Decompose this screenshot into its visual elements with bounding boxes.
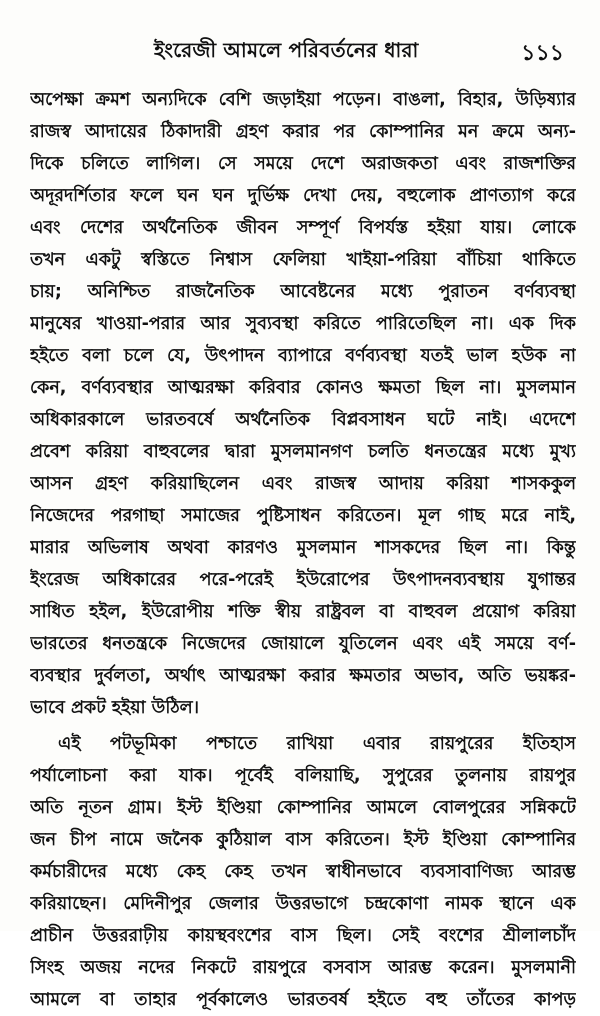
text-line: আসন গ্রহণ করিয়াছিলেন এবং রাজস্ব আদায় করিয়া শাসককুল <box>30 474 576 494</box>
text-line: এবং দেশের অর্থনৈতিক জীবন সম্পূর্ণ বিপর্যস্ত হইয়া যায়। লোকে <box>30 218 576 238</box>
text-line: অদূরদর্শিতার ফলে ঘন ঘন দুর্ভিক্ষ দেখা দেয়, বহুলোক প্রাণত্যাগ করে <box>30 186 576 206</box>
text-line: এই পটভূমিকা পশ্চাতে রাখিয়া এবার রায়পুরের ইতিহাস <box>58 734 576 754</box>
body-text <box>30 84 576 1016</box>
text-line: দিকে চলিতে লাগিল। সে সময়ে দেশে অরাজকতা এবং রাজশক্তির <box>30 154 576 174</box>
text-line: আমলে বা তাহার পূর্বকালেও ভারতবর্ষ হইতে বহু তাঁতের কাপড় <box>30 990 576 1010</box>
text-line: অপেক্ষা ক্রমশ অন্যদিকে বেশি জড়াইয়া পড়েন। বাঙলা, বিহার, উড়িষ্যার <box>30 90 576 110</box>
text-line: কেন, বর্ণব্যবস্থার আত্মরক্ষা করিবার কোনও ক্ষমতা ছিল না। মুসলমান <box>30 378 576 398</box>
text-line: ইংরেজ অধিকারের পরে-পরেই ইউরোপের উৎপাদনব্যবস্থায় যুগান্তর <box>30 570 576 590</box>
text-line: জন চীপ নামে জনৈক কুঠিয়াল বাস করিতেন। ইস্ট ইণ্ডিয়া কোম্পানির <box>30 830 576 850</box>
text-line: রাজস্ব আদায়ের ঠিকাদারী গ্রহণ করার পর কোম্পানির মন ক্রমে অন্য- <box>30 122 576 142</box>
text-line: কর্মচারীদের মধ্যে কেহ কেহ তখন স্বাধীনভাবে ব্যবসাবাণিজ্য আরম্ভ <box>30 862 576 882</box>
text-line: পর্যালোচনা করা যাক। পূর্বেই বলিয়াছি, সুপুরের তুলনায় রায়পুর <box>30 766 576 786</box>
running-title: ইংরেজী আমলে পরিবর্তনের ধারা <box>154 38 419 62</box>
text-line: ব্যবস্থার দুর্বলতা, অর্থাৎ আত্মরক্ষা করার ক্ষমতার অভাব, অতি ভয়ঙ্কর- <box>30 666 576 686</box>
text-line: প্রবেশ করিয়া বাহুবলের দ্বারা মুসলমানগণ চলতি ধনতন্ত্রের মধ্যে মুখ্য <box>30 442 576 462</box>
text-line: হইতে বলা চলে যে, উৎপাদন ব্যাপারে বর্ণব্যবস্থা যতই ভাল হউক না <box>30 346 576 366</box>
text-line: চায়; অনিশ্চিত রাজনৈতিক আবেষ্টনের মধ্যে পুরাতন বর্ণব্যবস্থা <box>30 282 576 302</box>
page-header <box>44 36 570 70</box>
text-line: করিয়াছেন। মেদিনীপুর জেলার উত্তরভাগে চন্দ্রকোণা নামক স্থানে এক <box>30 894 576 914</box>
paragraph-2 <box>30 728 576 1016</box>
text-line: সাধিত হইল, ইউরোপীয় শক্তি স্বীয় রাষ্ট্রবল বা বাহুবল প্রয়োগ করিয়া <box>30 602 576 622</box>
text-line: অধিকারকালে ভারতবর্ষে অর্থনৈতিক বিপ্লবসাধন ঘটে নাই। এদেশে <box>30 410 576 430</box>
text-line: ভারতের ধনতন্ত্রকে নিজেদের জোয়ালে যুতিলেন এবং এই সময়ে বর্ণ- <box>30 634 576 654</box>
text-line: নিজেদের পরগাছা সমাজের পুষ্টিসাধন করিতেন। মূল গাছ মরে নাই, <box>30 506 576 526</box>
text-line: মানুষের খাওয়া-পরার আর সুব্যবস্থা করিতে পারিতেছিল না। এক দিক <box>30 314 576 334</box>
page-number: ১১১ <box>521 41 564 66</box>
text-line: তখন একটু স্বস্তিতে নিশ্বাস ফেলিয়া খাইয়া-পরিয়া বাঁচিয়া থাকিতে <box>30 250 576 270</box>
text-line: প্রাচীন উত্তররাঢ়ীয় কায়স্থবংশের বাস ছিল। সেই বংশের শ্রীলালচাঁদ <box>30 926 576 946</box>
text-line: অতি নূতন গ্রাম। ইস্ট ইণ্ডিয়া কোম্পানির আমলে বোলপুরের সন্নিকটে <box>30 798 576 818</box>
paragraph-1 <box>30 84 576 724</box>
text-line: ভাবে প্রকট হইয়া উঠিল। <box>30 698 199 718</box>
text-line: মারার অভিলাষ অথবা কারণও মুসলমান শাসকদের ছিল না। কিন্তু <box>30 538 576 558</box>
text-line: সিংহ অজয় নদের নিকটে রায়পুরে বসবাস আরম্ভ করেন। মুসলমানী <box>30 958 576 978</box>
